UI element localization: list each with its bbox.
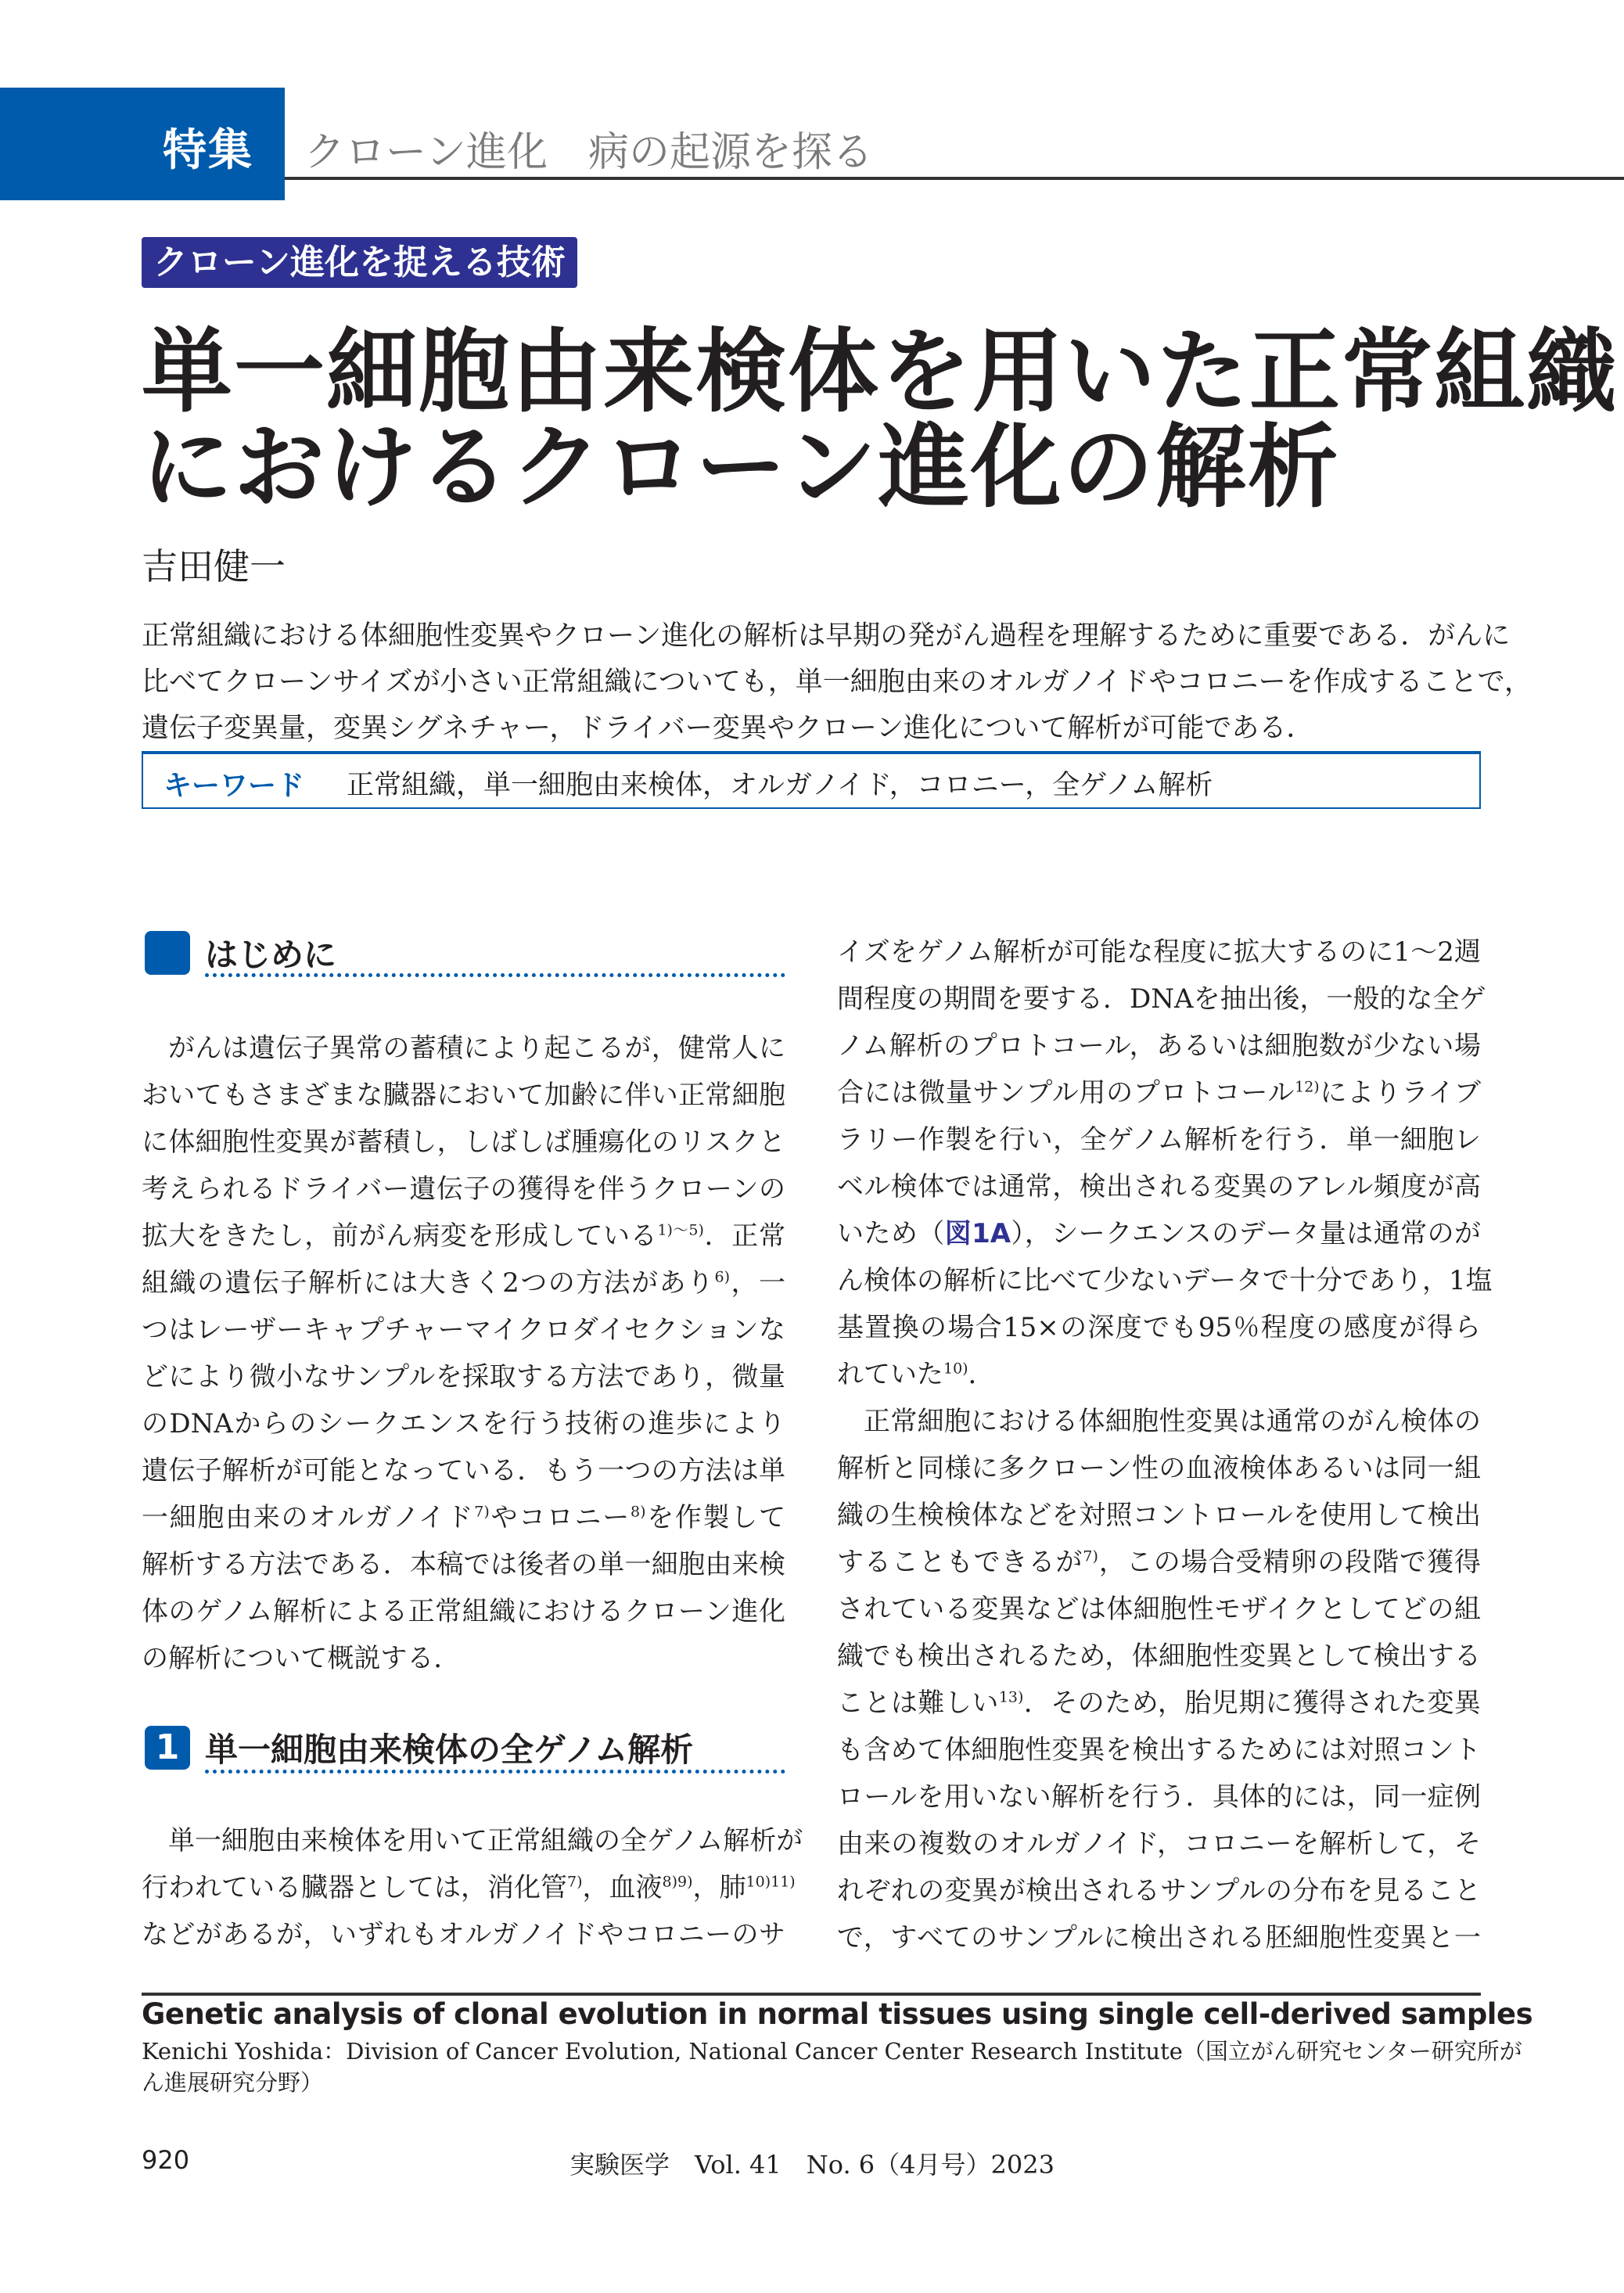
- body-text: 由来の複数のオルガノイド，コロニーを解析して，そ: [837, 1828, 1481, 1860]
- body-text: 正常細胞における体細胞性変異は通常のがん検体の: [864, 1406, 1481, 1437]
- body-text: がんは遺伝子異常の蓄積により起こるが，健常人に: [168, 1033, 785, 1064]
- body-text: に体細胞性変異が蓄積し，しばしば腫瘍化のリスクと: [142, 1127, 785, 1158]
- body-text: ノム解析のプロトコール，あるいは細胞数が少ない場: [837, 1030, 1481, 1062]
- keywords-list: 正常組織，単一細胞由来検体，オルガノイド，コロニー，全ゲノム解析: [347, 770, 1213, 801]
- body-text: ），シークエンスのデータ量は通常のが: [1011, 1218, 1481, 1249]
- reference-superscript[interactable]: 12): [1295, 1078, 1320, 1096]
- body-text: 行われている臓器としては，消化管: [142, 1872, 567, 1903]
- keywords-label: キーワード: [163, 770, 305, 802]
- abstract-line: 比べてクローンサイズが小さい正常組織についても，単一細胞由来のオルガノイドやコロニーを作成することで，: [142, 667, 1532, 698]
- body-text: 解析する方法である．本稿では後者の単一細胞由来検: [142, 1549, 785, 1580]
- body-text-line: [142, 1494, 785, 1541]
- body-text: 間程度の期間を要する．DNAを抽出後，一般的な全ゲ: [837, 983, 1486, 1015]
- figure-reference-link[interactable]: 図1A: [944, 1218, 1011, 1249]
- body-text: 基置換の場合15×の深度でも95％程度の感度が得ら: [837, 1312, 1481, 1343]
- body-text: ，血液: [582, 1872, 663, 1903]
- body-text-line: [142, 1166, 785, 1213]
- affiliation-line: Kenichi Yoshida：Division of Cancer Evolution, National Cancer Center Research Institute（国立がん研究センター研究所が: [142, 2038, 1522, 2065]
- affiliation-line: ん進展研究分野）: [142, 2069, 324, 2096]
- body-text: おいてもさまざまな臓器において加齢に伴い正常細胞: [142, 1080, 785, 1111]
- body-text-line: [837, 1163, 1481, 1210]
- article-title-line-1: 単一細胞由来検体を用いた正常組織: [142, 319, 1619, 425]
- body-text: ．そのため，胎児期に獲得された変異: [1023, 1687, 1482, 1719]
- body-text: ，この場合受精卵の段階で獲得: [1098, 1547, 1481, 1578]
- body-text: ロールを用いない解析を行う．具体的には，同一症例: [837, 1781, 1481, 1813]
- body-text-line: [142, 1635, 785, 1682]
- body-text: ，肺: [692, 1872, 746, 1903]
- section-heading-introduction: はじめに: [205, 936, 337, 974]
- body-text: 一細胞由来のオルガノイド: [142, 1502, 475, 1533]
- body-text: も含めて体細胞性変異を検出するためには対照コント: [837, 1734, 1481, 1766]
- body-text-line: [142, 1400, 785, 1447]
- reference-superscript[interactable]: 8): [631, 1503, 646, 1521]
- body-text: イズをゲノム解析が可能な程度に拡大するのに1～2週: [837, 936, 1481, 968]
- reference-superscript[interactable]: 7): [474, 1503, 490, 1521]
- left-column-section-1: [142, 1817, 803, 1958]
- reference-superscript[interactable]: 6): [714, 1268, 731, 1286]
- series-label: 特集: [163, 125, 253, 176]
- body-text-line: [837, 1914, 1481, 1961]
- body-text-line: [837, 1586, 1481, 1633]
- reference-superscript[interactable]: 13): [998, 1688, 1024, 1706]
- body-text-line: [837, 929, 1481, 976]
- body-text: ん検体の解析に比べて少ないデータで十分であり，1塩: [837, 1265, 1493, 1296]
- body-text-line: [142, 1864, 796, 1911]
- body-text: 拡大をきたし，前がん病変を形成している: [142, 1220, 658, 1252]
- body-text-line: [837, 1351, 1481, 1398]
- body-text: 織の生検検体などを対照コントロールを使用して検出: [837, 1500, 1481, 1531]
- body-text-line: [837, 1774, 1481, 1820]
- body-text-line: [837, 1445, 1481, 1492]
- abstract-line: 遺伝子変異量，変異シグネチャー，ドライバー変異やクローン進化について解析が可能である．: [142, 713, 1314, 744]
- section-dotted-rule: [205, 1770, 785, 1774]
- right-column: [837, 929, 1493, 1961]
- keywords-box: [142, 751, 1481, 809]
- header-divider: [285, 177, 1624, 180]
- body-text-line: [142, 1588, 785, 1635]
- body-text: れていた: [837, 1359, 943, 1390]
- body-text: れぞれの変異が検出されるサンプルの分布を見ること: [837, 1875, 1481, 1907]
- body-text: つはレーザーキャプチャーマイクロダイセクションな: [142, 1314, 785, 1346]
- body-text-line: [837, 1539, 1481, 1586]
- body-text: ．: [968, 1359, 995, 1390]
- body-text: やコロニー: [489, 1502, 631, 1533]
- body-text: 単一細胞由来検体を用いて正常組織の全ゲノム解析が: [168, 1825, 803, 1856]
- body-text-line: [837, 1633, 1481, 1680]
- body-text-line: [142, 1447, 785, 1494]
- body-text: ベル検体では通常，検出される変異のアレル頻度が高: [837, 1171, 1481, 1202]
- body-text-line: [837, 1820, 1481, 1867]
- author-name: 吉田健一: [142, 545, 286, 588]
- abstract-line: 正常組織における体細胞性変異やクローン進化の解析は早期の発がん過程を理解するために重要である．がんに: [142, 620, 1511, 652]
- body-text-line: [837, 1116, 1481, 1163]
- section-square-icon: [145, 931, 190, 975]
- reference-superscript[interactable]: 8)9): [662, 1873, 693, 1891]
- body-text-line: [142, 1072, 785, 1119]
- english-title: Genetic analysis of clonal evolution in normal tissues using single cell-derived samples: [142, 1997, 1533, 2031]
- body-text-line: [142, 1353, 785, 1400]
- body-text-line: [142, 1306, 785, 1353]
- body-text: 織でも検出されるため，体細胞性変異として検出する: [837, 1641, 1481, 1672]
- body-text: ことは難しい: [837, 1687, 999, 1719]
- body-text-line: [837, 1680, 1481, 1727]
- body-text: ，一: [730, 1267, 785, 1299]
- body-text-line: [142, 1911, 785, 1958]
- body-text-line: [837, 1867, 1481, 1914]
- body-text-line: [837, 1727, 1481, 1774]
- body-text-line: [837, 1257, 1493, 1304]
- reference-superscript[interactable]: 7): [567, 1873, 583, 1891]
- body-text: ラリー作製を行い，全ゲノム解析を行う．単一細胞レ: [837, 1124, 1481, 1155]
- body-text: いため（: [837, 1218, 945, 1249]
- body-text: の解析について概説する．: [142, 1643, 461, 1674]
- body-text-line: [142, 1025, 785, 1072]
- body-text-line: [837, 1398, 1481, 1445]
- body-text-line: [837, 1023, 1481, 1069]
- reference-superscript[interactable]: 10)11): [746, 1873, 796, 1891]
- body-text-line: [142, 1541, 785, 1588]
- left-column-intro: [142, 1025, 785, 1682]
- category-tag: クローン進化を捉える技術: [142, 237, 577, 288]
- body-text: で，すべてのサンプルに検出される胚細胞性変異と一: [837, 1922, 1481, 1953]
- section-number-icon: 1: [145, 1726, 190, 1770]
- body-text-line: [142, 1119, 785, 1166]
- body-text-line: [142, 1213, 785, 1260]
- body-text: などがあるが，いずれもオルガノイドやコロニーのサ: [142, 1919, 785, 1950]
- body-text-line: [837, 1069, 1481, 1116]
- body-text: 組織の遺伝子解析には大きく2つの方法があり: [142, 1267, 715, 1299]
- body-text-line: [837, 976, 1486, 1023]
- body-text-line: [837, 1304, 1481, 1351]
- body-text: を作製して: [645, 1502, 785, 1533]
- body-text: のDNAからのシークエンスを行う技術の進歩により: [142, 1408, 785, 1439]
- body-text: によりライブ: [1319, 1077, 1481, 1109]
- journal-citation: 実験医学 Vol. 41 No. 6（4月号）2023: [569, 2150, 1055, 2180]
- body-text-line: [837, 1210, 1481, 1257]
- body-text: 合には微量サンプル用のプロトコール: [837, 1077, 1295, 1109]
- body-text: 遺伝子解析が可能となっている．もう一つの方法は単: [142, 1455, 785, 1486]
- reference-superscript[interactable]: 10): [943, 1360, 968, 1378]
- article-title-line-2: におけるクローン進化の解析: [142, 415, 1340, 520]
- body-text: 解析と同様に多クローン性の血液検体あるいは同一組: [837, 1453, 1481, 1484]
- reference-superscript[interactable]: 1)～5): [657, 1221, 704, 1239]
- body-text: ．正常: [703, 1220, 785, 1252]
- page-number: 920: [142, 2145, 190, 2175]
- section-heading-1: 単一細胞由来検体の全ゲノム解析: [205, 1731, 694, 1769]
- body-text: 考えられるドライバー遺伝子の獲得を伴うクローンの: [142, 1173, 785, 1205]
- body-text: どにより微小なサンプルを採取する方法であり，微量: [142, 1361, 785, 1393]
- body-text-line: [837, 1492, 1481, 1539]
- series-title: クローン進化 病の起源を探る: [304, 129, 873, 176]
- reference-superscript[interactable]: 7): [1083, 1547, 1098, 1565]
- body-text-line: [142, 1817, 803, 1864]
- body-text: することもできるが: [837, 1547, 1083, 1578]
- section-dotted-rule: [205, 973, 785, 977]
- footer-divider: [142, 1993, 1481, 1996]
- body-text-line: [142, 1260, 785, 1306]
- body-text: されている変異などは体細胞性モザイクとしてどの組: [837, 1594, 1481, 1625]
- body-text: 体のゲノム解析による正常組織におけるクローン進化: [142, 1596, 785, 1627]
